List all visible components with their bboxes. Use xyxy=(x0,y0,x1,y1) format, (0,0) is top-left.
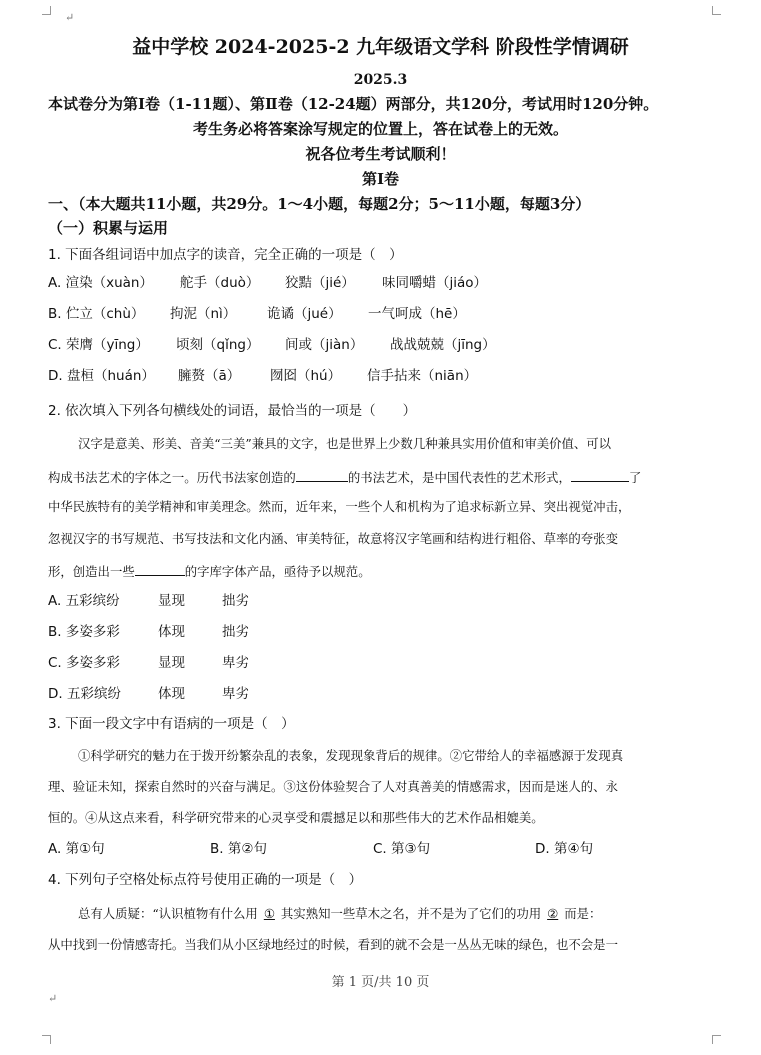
q2-option-b-3: 拙劣 xyxy=(222,624,249,640)
q2-option-c-1: C. 多姿多彩 xyxy=(48,655,121,671)
volume-title: 第Ⅰ卷 xyxy=(361,170,400,188)
q2-option-d-1: D. 五彩缤纷 xyxy=(48,686,121,702)
exam-wish: 祝各位考生考试顺利！ xyxy=(305,145,456,163)
q1-option-a-1: A. 渲染（xuàn） xyxy=(48,275,153,291)
q3-passage-line-3: 恒的。④从这点来看，科学研究带来的心灵享受和震撼足以和那些伟大的艺术作品相媲美。 xyxy=(48,810,544,825)
q1-option-a-4: 味同嚼蜡（jiáo） xyxy=(382,275,488,291)
q2-passage-line-4: 忽视汉字的书写规范、书写技法和文化内涵、审美特征，故意将汉字笔画和结构进行粗俗、草率的夸张变 xyxy=(48,531,618,546)
section-heading: 一、（本大题共11小题，共29分。1～4小题，每题2分；5～11小题，每题3分） xyxy=(48,195,591,213)
crop-mark-top-right xyxy=(712,6,721,15)
q2-passage-line-5 xyxy=(48,564,371,578)
q4-passage-text-c: 而是： xyxy=(564,906,602,921)
fill-blank-3 xyxy=(135,564,185,576)
q4-passage-text-a: 总有人质疑：“认识植物有什么用 xyxy=(78,906,258,921)
question-2-stem: 2. 依次填入下列各句横线处的词语，最恰当的一项是（ ） xyxy=(48,403,417,419)
q3-option-b: B. 第②句 xyxy=(210,841,267,857)
q1-option-d-3: 囫囵（hú） xyxy=(270,368,342,384)
question-4-stem: 4. 下列句子空格处标点符号使用正确的一项是（ ） xyxy=(48,872,363,888)
q2-option-d-2: 体现 xyxy=(158,686,185,702)
q2-option-c-2: 显现 xyxy=(158,655,185,671)
q4-blank-2: ② xyxy=(547,906,559,921)
q1-option-d-1: D. 盘桓（huán） xyxy=(48,368,155,384)
q1-option-b-3: 诡谲（jué） xyxy=(267,306,342,322)
question-1-stem: 1. 下面各组词语中加点字的读音，完全正确的一项是（ ） xyxy=(48,247,403,263)
q1-option-c-3: 间或（jiàn） xyxy=(285,337,364,353)
crop-mark-top-left xyxy=(42,6,51,15)
paragraph-mark: ↵ xyxy=(65,11,75,24)
q4-passage-line-1 xyxy=(78,908,601,920)
q2-option-b-1: B. 多姿多彩 xyxy=(48,624,120,640)
q2-passage-text-c: 了 xyxy=(628,470,642,485)
q2-option-b-2: 体现 xyxy=(158,624,185,640)
q3-passage-line-1: ①科学研究的魅力在于拨开纷繁杂乱的表象，发现现象背后的规律。②它带给人的幸福感源于发现真 xyxy=(78,748,624,763)
paragraph-mark-bottom: ↵ xyxy=(48,992,58,1005)
q3-option-c: C. 第③句 xyxy=(373,841,431,857)
exam-date: 2025.3 xyxy=(353,72,408,88)
q2-option-c-3: 卑劣 xyxy=(222,655,249,671)
q2-passage-text-d: 形，创造出一些 xyxy=(48,564,135,579)
crop-mark-bottom-right xyxy=(712,1035,721,1044)
q2-option-a-2: 显现 xyxy=(158,593,185,609)
question-3-stem: 3. 下面一段文字中有语病的一项是（ ） xyxy=(48,716,295,732)
q1-option-c-4: 战战兢兢（jīng） xyxy=(390,337,496,353)
fill-blank-2 xyxy=(571,470,629,482)
q1-option-c-1: C. 荣膺（yīng） xyxy=(48,337,149,353)
q2-option-a-3: 拙劣 xyxy=(222,593,249,609)
q4-passage-text-b: 其实熟知一些草木之名，并不是为了它们的功用 xyxy=(280,906,542,921)
q1-option-a-3: 狡黠（jié） xyxy=(285,275,355,291)
q2-option-a-1: A. 五彩缤纷 xyxy=(48,593,120,609)
q1-option-d-2: 臃赘（ā） xyxy=(178,368,241,384)
exam-note-2: 考生务必将答案涂写规定的位置上，答在试卷上的无效。 xyxy=(192,120,568,138)
q1-option-c-2: 顷刻（qǐng） xyxy=(176,337,260,353)
q2-option-d-3: 卑劣 xyxy=(222,686,249,702)
q3-option-a: A. 第①句 xyxy=(48,841,105,857)
q1-option-b-4: 一气呵成（hē） xyxy=(368,306,466,322)
q2-passage-text-e: 的字库字体产品，亟待予以规范。 xyxy=(184,564,371,579)
exam-note-1: 本试卷分为第Ⅰ卷（1-11题）、第Ⅱ卷（12-24题）两部分，共120分，考试用时120分钟。 xyxy=(48,95,659,113)
q1-option-b-1: B. 伫立（chù） xyxy=(48,306,145,322)
q1-option-d-4: 信手拈来（niān） xyxy=(367,368,478,384)
q3-passage-line-2: 理、验证未知，探索自然时的兴奋与满足。③这份体验契合了人对真善美的情感需求，因而是迷人的、永 xyxy=(48,779,618,794)
q4-passage-line-2: 从中找到一份情感寄托。当我们从小区绿地经过的时候，看到的就不会是一丛丛无味的绿色，也不会是一 xyxy=(48,937,618,952)
q2-passage-text-a: 构成书法艺术的字体之一。历代书法家创造的 xyxy=(48,470,296,485)
q2-passage-line-3: 中华民族特有的美学精神和审美理念。然而，近年来，一些个人和机构为了追求标新立异、突出视觉冲击， xyxy=(48,499,631,514)
q3-option-d: D. 第④句 xyxy=(535,841,594,857)
exam-title: 益中学校 2024-2025-2 九年级语文学科 阶段性学情调研 xyxy=(132,36,629,58)
crop-mark-bottom-left xyxy=(42,1035,51,1044)
q4-blank-1: ① xyxy=(263,906,275,921)
fill-blank-1 xyxy=(296,470,348,482)
subsection-heading: （一）积累与运用 xyxy=(48,219,169,237)
q2-passage-line-1: 汉字是意美、形美、音美“三美”兼具的文字，也是世界上少数几种兼具实用价值和审美价值、可以 xyxy=(78,436,612,451)
q2-passage-text-b: 的书法艺术，是中国代表性的艺术形式， xyxy=(347,470,571,485)
q2-passage-line-2 xyxy=(48,470,641,484)
q1-option-a-2: 舵手（duò） xyxy=(180,275,260,291)
page-footer: 第 1 页/共 10 页 xyxy=(331,975,430,990)
q1-option-b-2: 拘泥（nì） xyxy=(170,306,237,322)
